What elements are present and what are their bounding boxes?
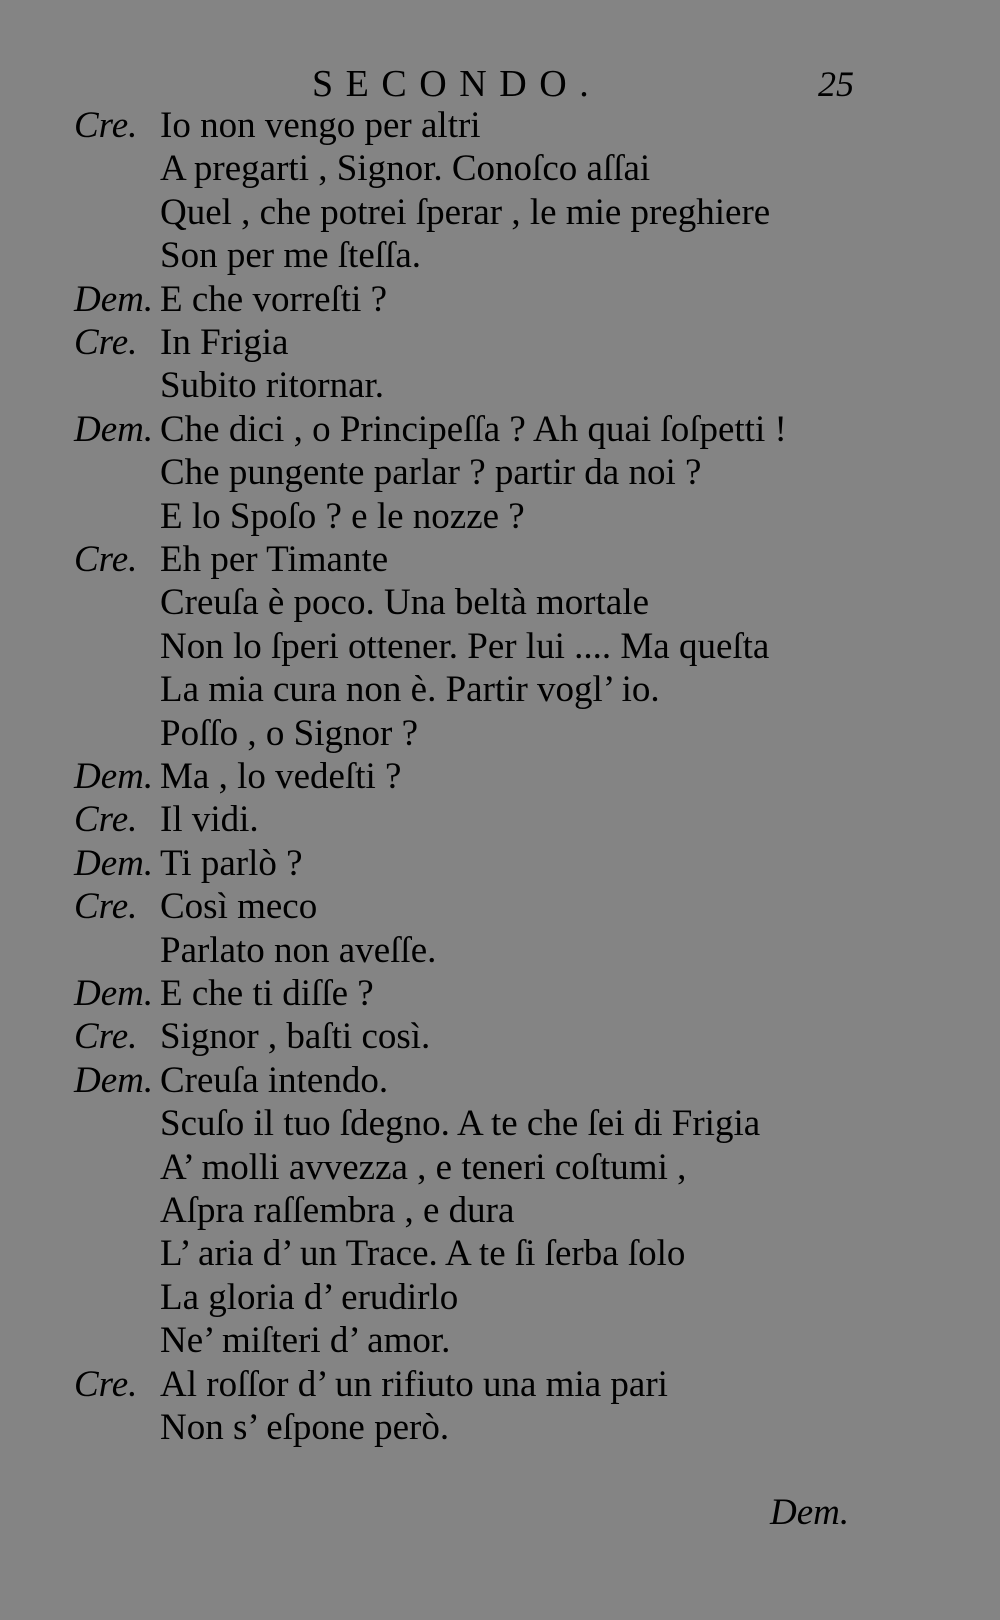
dialogue-line [0, 1406, 1000, 1450]
speaker-label: Cre. [74, 1016, 138, 1057]
dialogue-line [0, 451, 1000, 495]
speaker-label: Dem. [74, 843, 154, 884]
verse-text: Io non vengo per altri [160, 105, 481, 146]
verse-text: Ne’ miſteri d’ amor. [160, 1320, 451, 1361]
verse-text: Subito ritornar. [160, 365, 385, 406]
dialogue-line [0, 1319, 1000, 1363]
verse-text: In Frigia [160, 322, 289, 363]
speaker-label: Cre. [74, 1364, 138, 1405]
dialogue-line [0, 147, 1000, 191]
page-number: 25 [818, 64, 854, 104]
dialogue-line [0, 798, 1000, 842]
verse-text: E che vorreſti ? [160, 279, 388, 320]
dialogue-line [0, 625, 1000, 669]
dialogue-line [0, 668, 1000, 712]
dialogue-line [0, 1059, 1000, 1103]
verse-text: Eh per Timante [160, 539, 389, 580]
verse-text: Creuſa intendo. [160, 1060, 389, 1101]
dialogue-line [0, 581, 1000, 625]
verse-text: E lo Spoſo ? e le nozze ? [160, 496, 525, 537]
dialogue-line [0, 1276, 1000, 1320]
dialogue-line [0, 321, 1000, 365]
verse-text: Che pungente parlar ? partir da noi ? [160, 452, 702, 493]
speaker-label: Cre. [74, 105, 138, 146]
verse-text: Poſſo , o Signor ? [160, 713, 418, 754]
dialogue-line [0, 1189, 1000, 1233]
verse-text: La gloria d’ erudirlo [160, 1277, 459, 1318]
verse-text: E che ti diſſe ? [160, 973, 374, 1014]
speaker-label: Dem. [74, 1060, 154, 1101]
verse-text: Quel , che potrei ſperar , le mie preghiere [160, 192, 771, 233]
speaker-label: Dem. [74, 756, 154, 797]
verse-text: Signor , baſti così. [160, 1016, 431, 1057]
speaker-label: Cre. [74, 322, 138, 363]
speaker-label: Dem. [74, 409, 154, 450]
running-title: SECONDO. [312, 63, 602, 105]
dialogue-line [0, 1363, 1000, 1407]
dialogue-line [0, 842, 1000, 886]
verse-text: A’ molli avvezza , e teneri coſtumi , [160, 1147, 687, 1188]
verse-text: La mia cura non è. Partir vogl’ io. [160, 669, 660, 710]
dialogue-line [0, 929, 1000, 973]
dialogue-line [0, 104, 1000, 148]
dialogue-line [0, 885, 1000, 929]
dialogue-line [0, 1146, 1000, 1190]
dialogue-line [0, 1015, 1000, 1059]
verse-text: Non s’ eſpone però. [160, 1407, 450, 1448]
speaker-label: Cre. [74, 886, 138, 927]
verse-text: Così meco [160, 886, 318, 927]
verse-text: Son per me ſteſſa. [160, 235, 421, 276]
verse-text: Ma , lo vedeſti ? [160, 756, 402, 797]
dialogue-line [0, 755, 1000, 799]
dialogue-line [0, 538, 1000, 582]
verse-text: Non lo ſperi ottener. Per lui .... Ma queſta [160, 626, 770, 667]
dialogue-line [0, 1102, 1000, 1146]
verse-text: Il vidi. [160, 799, 259, 840]
dialogue-line [0, 364, 1000, 408]
verse-text: Aſpra raſſembra , e dura [160, 1190, 515, 1231]
dialogue-line [0, 191, 1000, 235]
speaker-label: Cre. [74, 799, 138, 840]
verse-text: Che dici , o Principeſſa ? Ah quai ſoſpetti ! [160, 409, 787, 450]
verse-text: Scuſo il tuo ſdegno. A te che ſei di Frigia [160, 1103, 761, 1144]
speaker-label: Dem. [74, 279, 154, 320]
verse-text: L’ aria d’ un Trace. A te ſi ſerba ſolo [160, 1233, 686, 1274]
speaker-label: Cre. [74, 539, 138, 580]
catchword: Dem. [770, 1492, 850, 1533]
dialogue-line [0, 972, 1000, 1016]
verse-text: Creuſa è poco. Una beltà mortale [160, 582, 650, 623]
speaker-label: Dem. [74, 973, 154, 1014]
verse-text: Parlato non aveſſe. [160, 930, 437, 971]
dialogue-line [0, 495, 1000, 539]
verse-text: Al roſſor d’ un rifiuto una mia pari [160, 1364, 668, 1405]
verse-text: A pregarti , Signor. Conoſco aſſai [160, 148, 651, 189]
dialogue-line [0, 408, 1000, 452]
dialogue-line [0, 278, 1000, 322]
dialogue-line [0, 712, 1000, 756]
dialogue-line [0, 1232, 1000, 1276]
dialogue-line [0, 234, 1000, 278]
verse-text: Ti parlò ? [160, 843, 303, 884]
